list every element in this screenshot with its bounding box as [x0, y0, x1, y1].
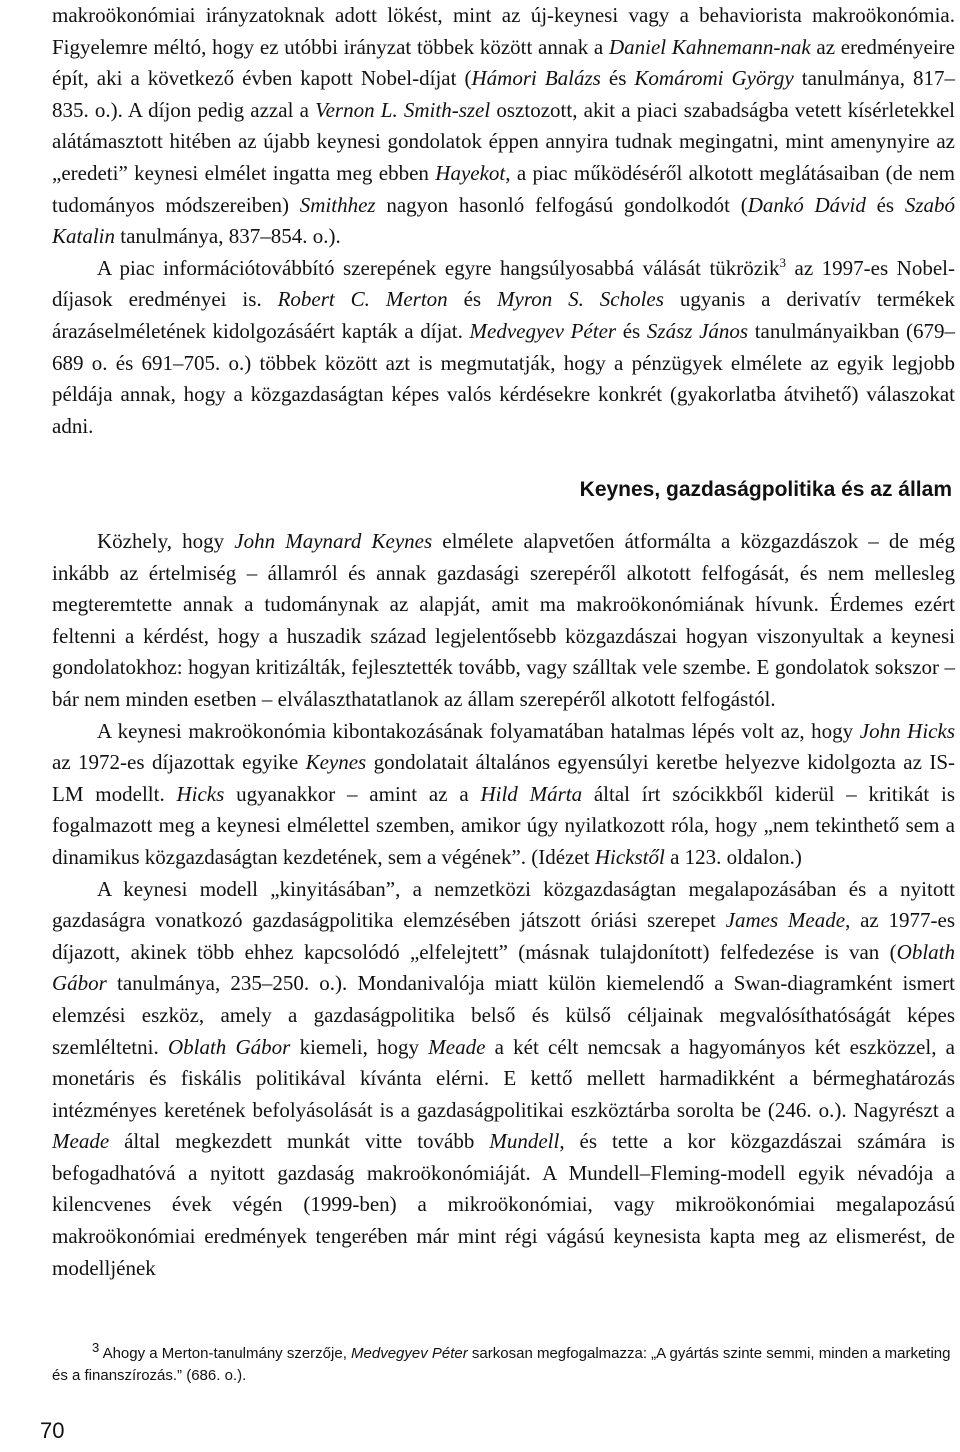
footnote-marker: 3	[92, 1340, 100, 1355]
italic-name: Szász János	[646, 318, 749, 343]
text-run: gondolatait általános egyensúlyi keretbe helyezve kidolgozta az IS-LM modellt.	[52, 750, 955, 806]
italic-name: Oblath Gábor	[167, 1034, 291, 1059]
italic-name: Hickstől	[594, 844, 665, 869]
italic-name: John Maynard Keynes	[234, 529, 433, 553]
text-run: , a piac működéséről alkotott meglátásaiban (de nem tudományos módszereiben)	[52, 160, 955, 217]
italic-name: Meade	[428, 1034, 486, 1059]
paragraph	[52, 716, 955, 874]
text-run: makroökonómiai irányzatoknak adott lökést, mint az új-keynesi vagy a behaviorista makroökonómia. Figyelemre méltó, hogy ez utóbbi irányzat többek között annak a	[52, 3, 955, 59]
footnote-block	[52, 1340, 955, 1387]
text-run: és	[447, 287, 497, 312]
paragraph	[52, 874, 955, 1285]
text-run: és	[865, 192, 905, 217]
italic-name: Meade	[52, 1129, 110, 1154]
italic-name: Myron S. Scholes	[497, 287, 664, 312]
text-run: Ahogy a Merton-tanulmány szerzője,	[99, 1345, 352, 1362]
text-run: az 1972-es díjazottak egyike	[52, 750, 306, 775]
text-run: a 123. oldalon.)	[664, 844, 802, 869]
text-run: által megkezdett munkát vitte tovább	[109, 1129, 490, 1154]
text-run: , az 1977-es díjazott, akinek több ehhez kapcsolódó „elfelejtett” (másnak tulajdonított) felfedezése is van (	[52, 908, 955, 964]
italic-name: Mundell	[489, 1129, 560, 1154]
text-run: nagyon hasonló felfogású gondolkodót (	[375, 192, 748, 217]
italic-name: Keynes	[305, 750, 367, 775]
text-run: A piac információtovábbító szerepének egyre hangsúlyosabbá válását tükrözik	[97, 255, 780, 280]
italic-name: Dankó Dávid	[747, 192, 866, 217]
text-run: és	[616, 318, 647, 343]
text-run: tanulmányaikban (679–689 o. és 691–705. o.) többek között azt is megmutatják, hogy a pénzügyek elmélete az egyik legjobb példája annak, hogy a közgazdaságtan képes valós kérdésekre konkrét (gyakorlatba átvihető) válaszokat adni.	[52, 318, 955, 438]
italic-name: Szabó Katalin	[52, 192, 955, 249]
italic-name: John Hicks	[859, 718, 955, 743]
text-run: ugyanakkor – amint az a	[224, 781, 481, 806]
text-run: és	[600, 66, 635, 91]
italic-name: Hicks	[176, 781, 225, 806]
section-heading: Keynes, gazdaságpolitika és az állam	[579, 478, 952, 501]
italic-name: Hámori Balázs	[471, 66, 601, 91]
text-run: Közhely, hogy	[97, 529, 235, 553]
italic-name: Hayekot	[435, 160, 506, 185]
footnote-marker: 3	[779, 254, 786, 270]
footnote	[52, 1340, 955, 1387]
paragraph	[52, 526, 955, 716]
text-run: az eredményeire épít, aki a következő évben kapott Nobel-díjat (	[52, 34, 955, 91]
italic-name: Vernon L. Smith-szel	[315, 97, 491, 122]
text-run: ugyanis a derivatív termékek árazáselméletének kidolgozásáért kapták a díjat.	[52, 287, 955, 343]
text-run: tanulmánya, 837–854. o.).	[115, 224, 341, 249]
top-text-block	[52, 0, 955, 442]
text-run: az 1997-es Nobel-díjasok eredményei is.	[52, 255, 955, 312]
text-run: , és tette a kor közgazdászai számára is befogadhatóvá a nyitott gazdaság makroökonómiáját. A Mundell–Fleming-modell egyik névadója a kilencvenes évek végén (1999-ben) a mikroökonómiai, vagy mikroökonómiai megalapozású makroökonómiai eredmények tengerében már mint régi vágású keynesista kapta meg az elismerést, de modelljének	[52, 1129, 955, 1280]
text-run: osztozott, akit a piaci szabadságba vetett kísérletekkel alátámasztott hitében az újabb keynesi gondolatok éppen annyira tudnak megingatni, mint amenynyire az „eredeti” keynesi elmélet ingatta meg ebben	[52, 97, 956, 185]
italic-name: Medvegyev Péter	[351, 1345, 468, 1362]
text-run: a két célt nemcsak a hagyományos két eszközzel, a monetáris és fiskális politikával kívánta elérni. E kettő mellett harmadikként a bérmeghatározás intézményes keretének befolyásolását is a gazdaságpolitikai eszköztárba sorolta be (246. o.). Nagyrészt a	[52, 1034, 955, 1122]
page-number: 70	[40, 1418, 65, 1443]
text-run: A keynesi modell „kinyitásában”, a nemzetközi közgazdaságtan megalapozásában és a nyitott gazdaságra vonatkozó gazdaságpolitika elemzésében játszott óriási szerepet	[52, 876, 955, 933]
text-run: tanulmánya, 817–835. o.). A díjon pedig azzal a	[52, 66, 955, 122]
italic-name: James Meade	[725, 908, 846, 933]
italic-name: Oblath Gábor	[52, 939, 955, 996]
italic-name: Smithhez	[299, 192, 376, 217]
text-run: által írt szócikkből kiderül – kritikát is fogalmazott meg a keynesi elmélettel szemben, amikor úgy nyilatkozott róla, hogy „nem tekinthető sem a dinamikus közgazdaságtan kezdetének, sem a végének”. (Idézet	[52, 781, 955, 869]
text-run: tanulmánya, 235–250. o.). Mondanivalója miatt külön kiemelendő a Swan-diagramként ismert elemzési eszköz, amely a gazdaságpolitika belső és külső céljainak megvalósíthatóságát képes szemléltetni.	[52, 971, 955, 1059]
section-text-block	[52, 526, 955, 1284]
italic-name: Medvegyev Péter	[469, 318, 617, 343]
italic-name: Komáromi György	[634, 66, 794, 91]
paragraph	[52, 253, 955, 443]
italic-name: Robert C. Merton	[277, 287, 448, 312]
text-run: A keynesi makroökonómia kibontakozásának folyamatában hatalmas lépés volt az, hogy	[97, 718, 860, 743]
text-run: sarkosan megfogalmazza: „A gyártás szinte semmi, minden a marketing és a finanszírozás.” (686. o.).	[52, 1345, 951, 1384]
paragraph	[52, 0, 955, 253]
italic-name: Hild Márta	[480, 781, 583, 806]
text-run: elmélete alapvetően átformálta a közgazdászok – de még inkább az értelmiség – államról és annak gazdasági szerepéről alkotott felfogását, és nem mellesleg megteremtette annak a tudománynak az alapját, amit ma makroökonómiának hívunk. Érdemes ezért feltenni a kérdést, hogy a huszadik század legjelentősebb közgazdászai hogyan viszonyultak a keynesi gondolatokhoz: hogyan kritizálták, fejlesztették tovább, vagy szálltak vele szembe. E gondolatok sokszor – bár nem minden esetben – elválaszthatatlanok az állam szerepéről alkotott felfogástól.	[52, 529, 956, 711]
text-run: kiemeli, hogy	[290, 1034, 429, 1059]
italic-name: Daniel Kahnemann-nak	[608, 34, 811, 59]
